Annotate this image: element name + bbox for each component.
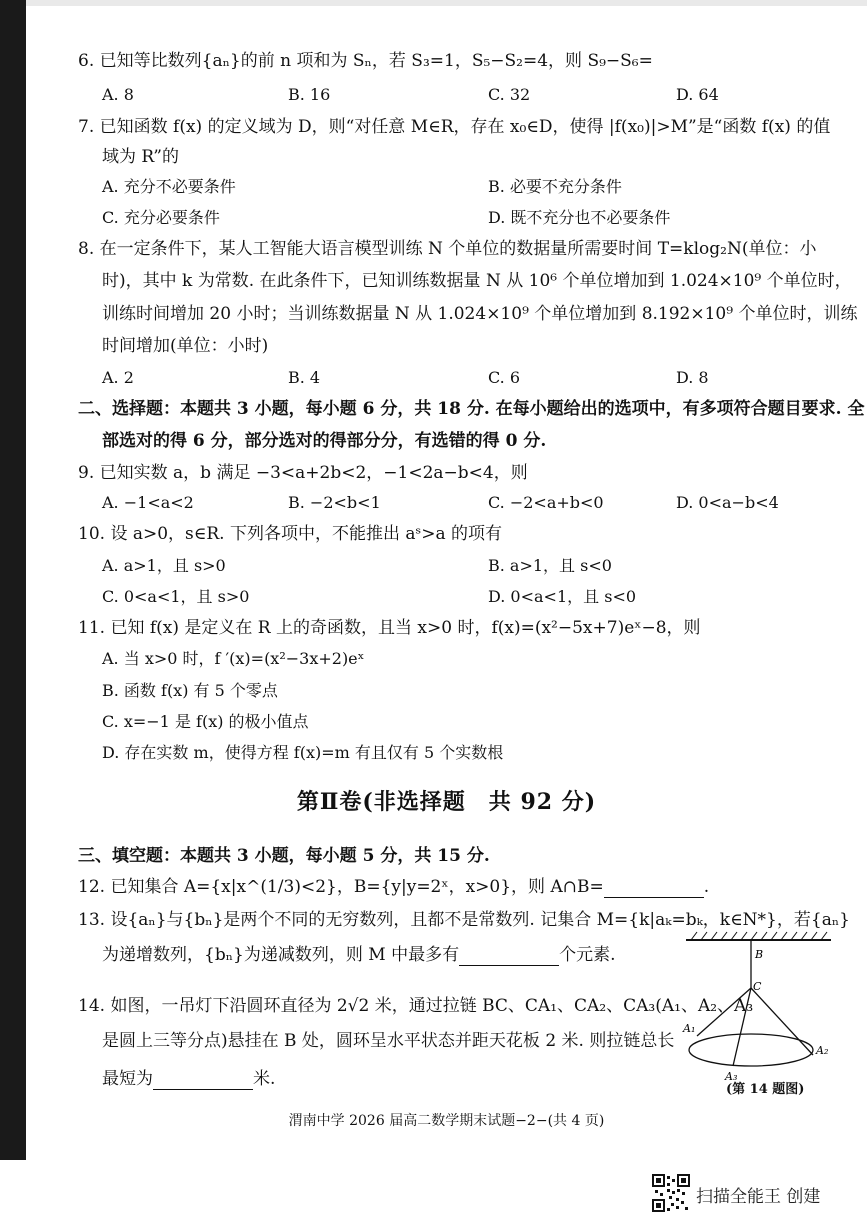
section2-header-line1: 二、选择题：本题共 3 小题，每小题 6 分，共 18 分. 在每小题给出的选项中，有多项符合题目要求. 全	[78, 399, 865, 419]
label-a1: A₁	[683, 1022, 696, 1035]
label-a3: A₃	[725, 1070, 738, 1083]
ceiling-hatch	[691, 932, 827, 940]
q12-text: 12. 已知集合 A={x|x^(1/3)<2}，B={y|y=2ˣ，x>0}，则 A∩B=	[78, 877, 604, 897]
q10-option-b: B. a>1，且 s<0	[488, 556, 612, 575]
q8-option-a: A. 2	[102, 368, 134, 387]
q7-option-c: C. 充分必要条件	[102, 208, 220, 227]
q14-stem-line1: 14. 如图，一吊灯下沿圆环直径为 2√2 米，通过拉链 BC、CA₁、CA₂、CA₃(A₁、A₂、A₃	[78, 996, 754, 1016]
q11-option-b: B. 函数 f(x) 有 5 个零点	[102, 681, 278, 700]
label-c: C	[753, 980, 762, 993]
q14-lamp-figure	[681, 928, 851, 1103]
q12-end: .	[703, 877, 710, 897]
q6-option-d: D. 64	[676, 85, 719, 104]
q8-option-b: B. 4	[288, 368, 321, 387]
q8-option-d: D. 8	[676, 368, 709, 387]
q10-option-a: A. a>1，且 s>0	[102, 556, 226, 575]
q8-stem-line1: 8. 在一定条件下，某人工智能大语言模型训练 N 个单位的数据量所需要时间 T=klog₂N(单位：小	[78, 239, 817, 259]
q7-option-a: A. 充分不必要条件	[102, 177, 236, 196]
q14-end: 米.	[253, 1069, 276, 1089]
q14-stem-line3	[102, 1068, 275, 1090]
q8-stem-line4: 时间增加(单位：小时)	[102, 336, 269, 356]
part2-title: 第Ⅱ卷(非选择题 共 92 分)	[296, 789, 597, 815]
q8-stem-line2: 时)，其中 k 为常数. 在此条件下，已知训练数据量 N 从 10⁶ 个单位增加到 1.024×10⁹ 个单位时，	[102, 271, 852, 291]
exam-page	[26, 0, 867, 1165]
q8-option-c: C. 6	[488, 368, 521, 387]
label-b: B	[755, 948, 764, 961]
q6-option-a: A. 8	[102, 85, 134, 104]
q13-text: 为递增数列，{bₙ}为递减数列，则 M 中最多有	[102, 945, 460, 965]
q14-text: 最短为	[102, 1069, 153, 1089]
q9-stem: 9. 已知实数 a，b 满足 −3<a+2b<2，−1<2a−b<4，则	[78, 463, 528, 483]
q11-stem: 11. 已知 f(x) 是定义在 R 上的奇函数，且当 x>0 时，f(x)=(x²−5x+7)eˣ−8，则	[78, 618, 701, 638]
q9-option-d: D. 0<a−b<4	[676, 493, 779, 512]
lamp-ring	[689, 1034, 813, 1066]
q6-stem: 6. 已知等比数列{aₙ}的前 n 项和为 Sₙ，若 S₃=1，S₅−S₂=4，则 S₉−S₆=	[78, 51, 653, 71]
chain-ca1	[697, 988, 751, 1036]
q7-stem-line2: 域为 R”的	[102, 147, 179, 167]
q12-stem	[78, 876, 709, 898]
label-a2: A₂	[816, 1044, 829, 1057]
section3-header: 三、填空题：本题共 3 小题，每小题 5 分，共 15 分.	[78, 846, 490, 866]
q12-answer-blank[interactable]	[604, 879, 704, 898]
q7-option-b: B. 必要不充分条件	[488, 177, 622, 196]
qr-code-icon	[652, 1174, 690, 1212]
q11-option-a: A. 当 x>0 时，f ′(x)=(x²−3x+2)eˣ	[102, 649, 365, 668]
q9-option-c: C. −2<a+b<0	[488, 493, 604, 512]
camscanner-watermark: 扫描全能王 创建	[696, 1187, 821, 1207]
q13-stem-line1: 13. 设{aₙ}与{bₙ}是两个不同的无穷数列，且都不是常数列. 记集合 M={k|aₖ=bₖ，k∈N*}，若{aₙ}	[78, 910, 850, 930]
chain-ca2	[751, 988, 813, 1055]
q9-option-a: A. −1<a<2	[102, 493, 194, 512]
q10-stem: 10. 设 a>0，s∈R. 下列各项中，不能推出 aˢ>a 的项有	[78, 524, 503, 544]
q7-option-d: D. 既不充分也不必要条件	[488, 208, 671, 227]
q14-answer-blank[interactable]	[153, 1071, 253, 1090]
q10-option-c: C. 0<a<1，且 s>0	[102, 587, 250, 606]
q11-option-c: C. x=−1 是 f(x) 的极小值点	[102, 712, 309, 731]
scan-border-left	[0, 0, 26, 1160]
q8-stem-line3: 训练时间增加 20 小时；当训练数据量 N 从 1.024×10⁹ 个单位增加到 8.192×10⁹ 个单位时，训练	[102, 304, 858, 324]
chain-ca3	[733, 988, 751, 1066]
section2-header-line2: 部选对的得 6 分，部分选对的得部分分，有选错的得 0 分.	[102, 431, 547, 451]
q13-stem-line2	[102, 944, 616, 966]
q13-end: 个元素.	[559, 945, 616, 965]
q7-stem-line1: 7. 已知函数 f(x) 的定义域为 D，则“对任意 M∈R，存在 x₀∈D，使得 |f(x₀)|>M”是“函数 f(x) 的值	[78, 117, 831, 137]
page-footer: 渭南中学 2026 届高二数学期末试题−2−(共 4 页)	[288, 1113, 605, 1129]
q9-option-b: B. −2<b<1	[288, 493, 381, 512]
q11-option-d: D. 存在实数 m，使得方程 f(x)=m 有且仅有 5 个实数根	[102, 743, 504, 762]
q6-option-b: B. 16	[288, 85, 331, 104]
q6-option-c: C. 32	[488, 85, 531, 104]
q10-option-d: D. 0<a<1，且 s<0	[488, 587, 637, 606]
q14-figure-caption: (第 14 题图)	[726, 1082, 805, 1097]
q14-stem-line2: 是圆上三等分点)悬挂在 B 处，圆环呈水平状态并距天花板 2 米. 则拉链总长	[102, 1031, 675, 1051]
q13-answer-blank[interactable]	[459, 947, 559, 966]
